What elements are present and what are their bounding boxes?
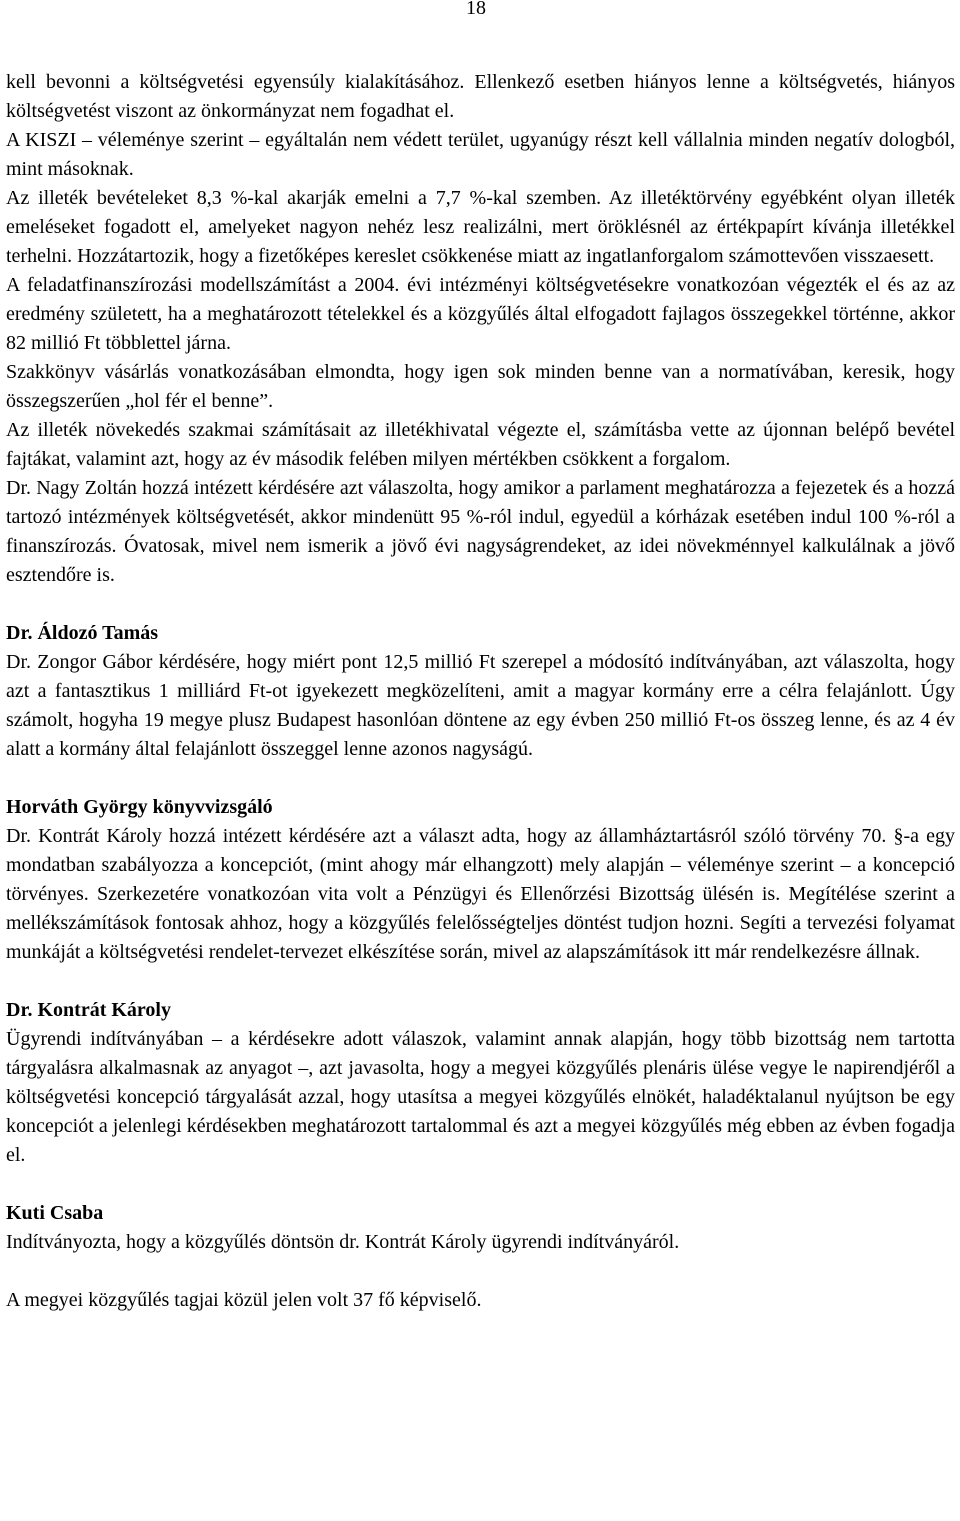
speaker-name: Dr. Kontrát Károly [6, 999, 171, 1021]
page-number: 18 [466, 0, 486, 19]
spacer [6, 764, 955, 793]
speaker-name: Horváth György könyvvizsgáló [6, 796, 273, 818]
paragraph: Indítványozta, hogy a közgyűlés döntsön dr. Kontrát Károly ügyrendi indítványáról. [6, 1231, 680, 1253]
paragraph: Ügyrendi indítványában – a kérdésekre adott válaszok, valamint annak alapján, hogy több bizottság nem tartotta tárgyalásra alkalmasnak az anyagot –, azt javasolta, hogy a megyei közgyűlés plenáris ülése vegye le napirendjéről a költségvetési koncepció tárgyalását azzal, hogy utasítsa a megyei közgyűlés elnökét, haladéktalanul nyújtson be egy koncepciót a jelenlegi kérdésekben meghatározott tartalommal és azt a megyei közgyűlés még ebben az évben fogadja el. [6, 1028, 955, 1166]
spacer [6, 967, 955, 996]
speaker-name: Dr. Áldozó Tamás [6, 622, 159, 644]
paragraph: Az illeték bevételeket 8,3 %-kal akarják emelni a 7,7 %-kal szemben. Az illetéktörvény egyébként olyan illeték emeléseket fogadott el, amelyeket nagyon nehéz lesz realizálni, mert öröklésnél az értékpapírt kívánja illetékkel terhelni. Hozzátartozik, hogy a fizetőképes kereslet csökkenése miatt az ingatlanforgalom számottevően visszaesett. [6, 187, 955, 267]
paragraph: Dr. Zongor Gábor kérdésére, hogy miért pont 12,5 millió Ft szerepel a módosító indítványában, azt válaszolta, hogy azt a fantasztikus 1 milliárd Ft-ot igyekezett megközelíteni, amit a magyar kormány erre a célra felajánlott. Úgy számolt, hogyha 19 megye plusz Budapest hasonlóan döntene az egy évben 250 millió Ft-os összeg lenne, és az 4 év alatt a kormány által felajánlott összeggel lenne azonos nagyságú. [6, 651, 955, 760]
paragraph: A feladatfinanszírozási modellszámítást a 2004. évi intézményi költségvetésekre vonatkozóan végezték el és az az eredmény született, ha a meghatározott tételekkel és a közgyűlés által elfogadott fajlagos összegekkel történne, akkor 82 millió Ft többlettel járna. [6, 274, 955, 354]
document-body [6, 68, 955, 1315]
speaker-name: Kuti Csaba [6, 1202, 104, 1224]
spacer [6, 1257, 955, 1286]
paragraph: A megyei közgyűlés tagjai közül jelen volt 37 fő képviselő. [6, 1289, 482, 1311]
spacer [6, 1170, 955, 1199]
paragraph: Dr. Kontrát Károly hozzá intézett kérdésére azt a választ adta, hogy az államháztartásról szóló törvény 70. §-a egy mondatban szabályozza a koncepciót, (mint ahogy már elhangzott) mely alapján – véleménye szerint – a koncepció törvényes. Szerkezetére vonatkozóan vita volt a Pénzügyi és Ellenőrzési Bizottság ülésén is. Megítélése szerint a mellékszámítások fontosak ahhoz, hogy a közgyűlés felelősségteljes döntést tudjon hozni. Segíti a tervezési folyamat munkáját a költségvetési rendelet-tervezet elkészítése során, mivel az alapszámítások itt már rendelkezésre állnak. [6, 825, 955, 963]
paragraph: kell bevonni a költségvetési egyensúly kialakításához. Ellenkező esetben hiányos lenne a költségvetés, hiányos költségvetést viszont az önkormányzat nem fogadhat el. [6, 71, 955, 122]
paragraph: Szakkönyv vásárlás vonatkozásában elmondta, hogy igen sok minden benne van a normatívában, keresik, hogy összegszerűen „hol fér el benne”. [6, 361, 955, 412]
paragraph: A KISZI – véleménye szerint – egyáltalán nem védett terület, ugyanúgy részt kell vállalnia minden negatív dologból, mint másoknak. [6, 129, 955, 180]
paragraph: Az illeték növekedés szakmai számításait az illetékhivatal végezte el, számításba vette az újonnan belépő bevétel fajtákat, valamint azt, hogy az év második felében milyen mértékben csökkent a forgalom. [6, 419, 955, 470]
paragraph: Dr. Nagy Zoltán hozzá intézett kérdésére azt válaszolta, hogy amikor a parlament meghatározza a fejezetek és a hozzá tartozó intézmények költségvetését, akkor mindenütt 95 %-ról indul, egyedül a kórházak esetében indul 100 %-ról a finanszírozás. Óvatosak, mivel nem ismerik a jövő évi nagyságrendeket, az idei növekménnyel kalkulálnak a jövő esztendőre is. [6, 477, 955, 586]
spacer [6, 590, 955, 619]
